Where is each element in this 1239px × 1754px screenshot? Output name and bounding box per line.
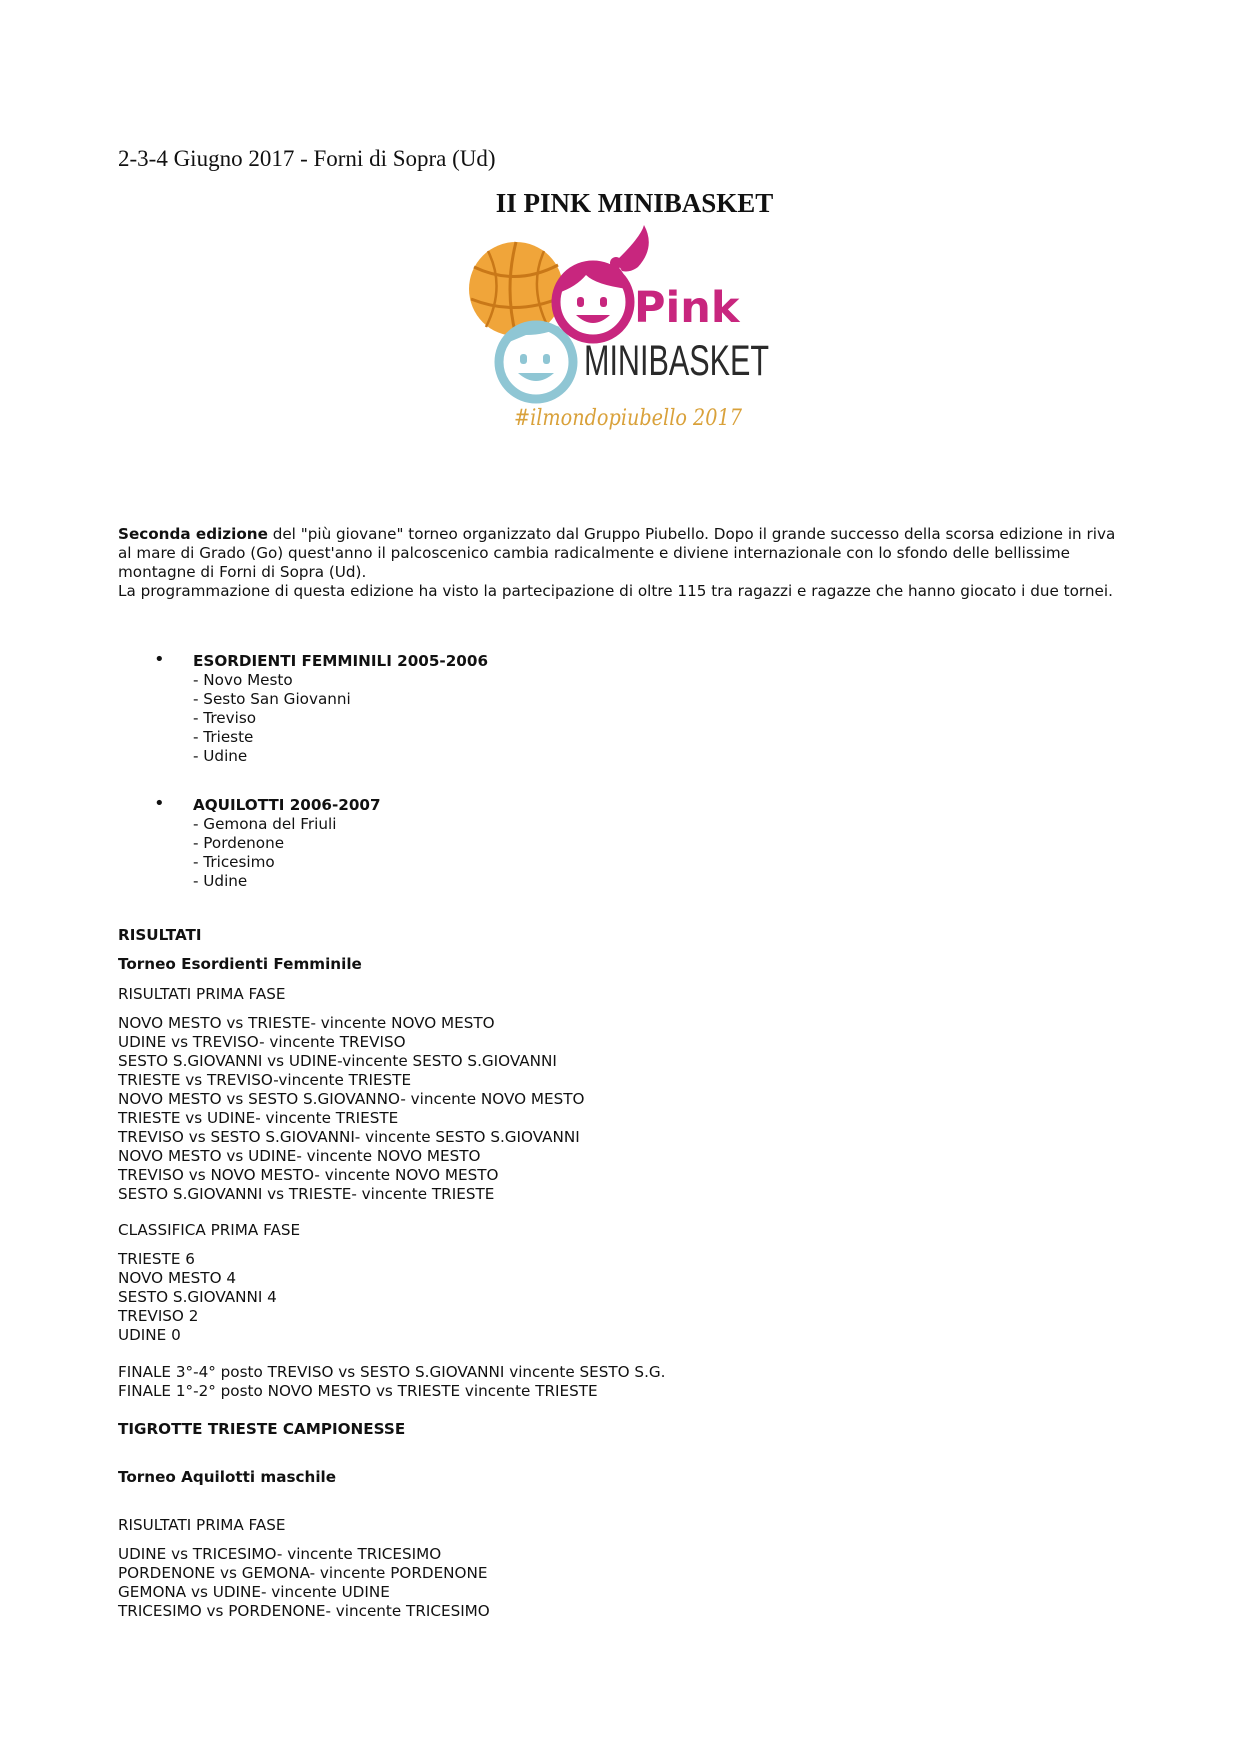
team-item: - Pordenone — [193, 834, 285, 852]
logo-hashtag: #ilmondopiubello 2017 — [514, 406, 742, 431]
match-result: TRIESTE vs UDINE- vincente TRIESTE — [118, 1109, 399, 1127]
boy-face-icon — [499, 323, 573, 399]
team-item: - Gemona del Friuli — [193, 815, 337, 833]
champions-line: TIGROTTE TRIESTE CAMPIONESSE — [118, 1420, 406, 1438]
match-result: PORDENONE vs GEMONA- vincente PORDENONE — [118, 1564, 488, 1582]
final-result: FINALE 1°-2° posto NOVO MESTO vs TRIESTE vincente TRIESTE — [118, 1382, 598, 1400]
team-item: - Trieste — [193, 728, 254, 746]
logo-word-minibasket: MINIBASKET — [584, 337, 769, 385]
intro-lead: Seconda edizione — [118, 525, 268, 543]
category-title: ESORDIENTI FEMMINILI 2005-2006 — [193, 652, 489, 670]
results-heading: RISULTATI — [118, 926, 202, 944]
standing-item: UDINE 0 — [118, 1326, 181, 1344]
logo-word-pink: Pink — [634, 283, 740, 333]
standing-item: SESTO S.GIOVANNI 4 — [118, 1288, 277, 1306]
final-result: FINALE 3°-4° posto TREVISO vs SESTO S.GIOVANNI vincente SESTO S.G. — [118, 1363, 666, 1381]
match-result: NOVO MESTO vs SESTO S.GIOVANNO- vincente NOVO MESTO — [118, 1090, 585, 1108]
match-result: GEMONA vs UDINE- vincente UDINE — [118, 1583, 390, 1601]
match-result: SESTO S.GIOVANNI vs TRIESTE- vincente TRIESTE — [118, 1185, 495, 1203]
female-standings-label: CLASSIFICA PRIMA FASE — [118, 1221, 301, 1239]
match-result: TREVISO vs NOVO MESTO- vincente NOVO MESTO — [118, 1166, 499, 1184]
team-item: - Novo Mesto — [193, 671, 293, 689]
match-result: TRIESTE vs TREVISO-vincente TRIESTE — [118, 1071, 412, 1089]
page-title: II PINK MINIBASKET — [495, 188, 774, 218]
male-tournament-heading: Torneo Aquilotti maschile — [118, 1468, 337, 1486]
team-list — [193, 671, 351, 766]
female-finals-list — [118, 1363, 666, 1401]
team-item: - Udine — [193, 872, 248, 890]
bullet-icon: • — [154, 793, 165, 814]
match-result: NOVO MESTO vs TRIESTE- vincente NOVO MESTO — [118, 1014, 495, 1032]
standing-item: TREVISO 2 — [118, 1307, 199, 1325]
intro-participation-text: La programmazione di questa edizione ha visto la partecipazione di oltre 115 tra ragazzi e ragazze che hanno giocato i due tornei. — [118, 582, 1113, 600]
match-result: SESTO S.GIOVANNI vs UDINE-vincente SESTO S.GIOVANNI — [118, 1052, 557, 1070]
standing-item: TRIESTE 6 — [118, 1250, 195, 1268]
match-result: UDINE vs TREVISO- vincente TREVISO — [118, 1033, 406, 1051]
male-phase-label: RISULTATI PRIMA FASE — [118, 1516, 286, 1534]
team-item: - Treviso — [193, 709, 257, 727]
female-phase-label: RISULTATI PRIMA FASE — [118, 985, 286, 1003]
female-match-list — [118, 1014, 584, 1204]
standing-item: NOVO MESTO 4 — [118, 1269, 237, 1287]
team-item: - Sesto San Giovanni — [193, 690, 351, 708]
intro-text: del "più giovane" torneo organizzato dal Gruppo Piubello. Dopo il grande successo della scorsa edizione in riva al mare di Grado (Go) quest'anno il palcoscenico cambia radicalmente e diviene internazionale con lo sfondo delle bellissime montagne di Forni di Sopra (Ud). — [118, 525, 1116, 581]
event-date-location: 2-3-4 Giugno 2017 - Forni di Sopra (Ud) — [118, 146, 496, 171]
female-tournament-heading: Torneo Esordienti Femminile — [118, 955, 362, 973]
team-item: - Tricesimo — [193, 853, 275, 871]
category-title: AQUILOTTI 2006-2007 — [193, 796, 381, 814]
match-result: NOVO MESTO vs UDINE- vincente NOVO MESTO — [118, 1147, 481, 1165]
male-match-list — [118, 1545, 490, 1621]
intro-paragraph — [118, 525, 1128, 601]
match-result: TREVISO vs SESTO S.GIOVANNI- vincente SESTO S.GIOVANNI — [118, 1128, 580, 1146]
pink-minibasket-logo — [466, 227, 776, 447]
female-standings-list — [118, 1250, 277, 1345]
basketball-icon — [469, 242, 563, 336]
team-item: - Udine — [193, 747, 248, 765]
match-result: UDINE vs TRICESIMO- vincente TRICESIMO — [118, 1545, 442, 1563]
bullet-icon: • — [154, 649, 165, 670]
match-result: TRICESIMO vs PORDENONE- vincente TRICESIMO — [118, 1602, 490, 1620]
team-list — [193, 815, 336, 891]
